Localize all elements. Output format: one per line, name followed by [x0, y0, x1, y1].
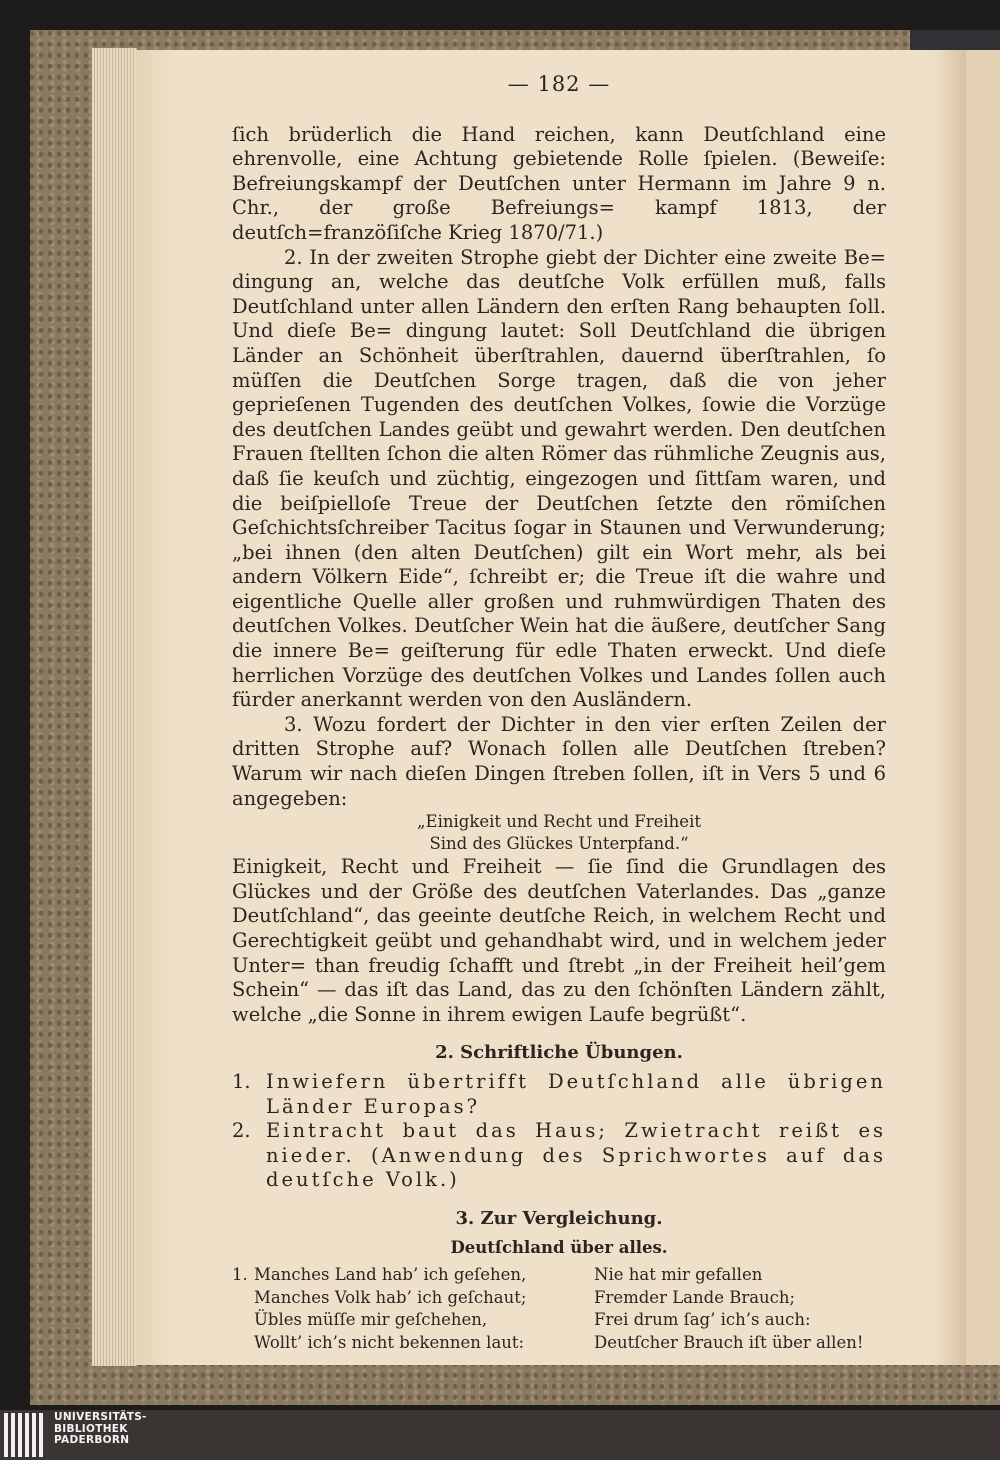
- poem-line: Frei drum ſag’ ich’s auch:: [594, 1310, 811, 1330]
- paragraph-4: Einigkeit, Recht und Freiheit — ſie ſind die Grundlagen des Glückes und der Größe des deutſchen Vaterlandes. Das „ganze Deutſchland“, das geeinte deutſche Reich, in welchem Recht und Gerechtigkeit geübt und gehandhabt wird, und in welchem jeder Unter= than freudig ſchafft und ſtrebt „in der Freiheit heil’gem Schein“ — das iſt das Land, das zu den ſchönſten Ländern zählt, welche „die Sonne in ihrem ewigen Laufe begrüßt“.: [232, 855, 886, 1026]
- library-logo-text: [54, 1412, 147, 1447]
- poem-line: Übles müſſe mir geſchehen,: [254, 1310, 488, 1330]
- logo-line: BIBLIOTHEK: [54, 1422, 128, 1435]
- quote-line-1: „Einigkeit und Recht und Freiheit: [417, 812, 701, 832]
- poem-line: Fremder Lande Brauch;: [594, 1287, 796, 1307]
- logo-line: PADERBORN: [54, 1434, 130, 1446]
- poem-title: Deutſchland über alles.: [450, 1237, 668, 1257]
- exercise-number: 2.: [232, 1119, 251, 1143]
- page-number: — 182 —: [507, 72, 611, 96]
- poem-left-column: [254, 1264, 546, 1354]
- poem-line: Wollt’ ich’s nicht bekennen laut:: [254, 1332, 525, 1352]
- page-content: [232, 72, 886, 1354]
- section-heading-exercises: 2. Schriftliche Übungen.: [435, 1042, 683, 1064]
- footer-bar: [0, 1410, 1000, 1460]
- poem-right-column: [546, 1264, 886, 1354]
- poem-stanza-number: 1.: [232, 1265, 248, 1285]
- exercise-text: Inwiefern übertrifft Deutſchland alle übrigen Länder Europas?: [266, 1069, 886, 1118]
- next-page-edge: [966, 50, 1000, 1365]
- section-heading-comparison: 3. Zur Vergleichung.: [455, 1207, 663, 1229]
- poem-line: Nie hat mir gefallen: [594, 1265, 763, 1285]
- paragraph-1: ſich brüderlich die Hand reichen, kann Deutſchland eine ehrenvolle, eine Achtung gebietende Rolle ſpielen. (Beweiſe: Befreiungskampf der Deutſchen unter Hermann im Jahre 9 n. Chr., der große Befreiungs= kampf 1813, der deutſch=franzöſiſche Krieg 1870/71.): [232, 122, 886, 244]
- exercise-item: [232, 1119, 886, 1193]
- poem: [232, 1264, 886, 1354]
- poem-line: Manches Volk hab’ ich geſchaut;: [254, 1287, 527, 1307]
- page-edges: [92, 48, 137, 1366]
- exercise-item: [232, 1070, 886, 1119]
- exercise-text: Eintracht baut das Haus; Zwietracht reißt es nieder. (Anwendung des Sprichwortes auf das deutſche Volk.): [266, 1119, 886, 1192]
- library-logo-icon: [4, 1413, 50, 1457]
- poem-line: Manches Land hab’ ich geſehen,: [254, 1265, 527, 1285]
- logo-line: UNIVERSITÄTS-: [54, 1411, 147, 1423]
- exercise-number: 1.: [232, 1069, 251, 1093]
- paragraph-3: 3. Wozu fordert der Dichter in den vier erſten Zeilen der dritten Strophe auf? Wonach ſollen alle Deutſchen ſtreben? Warum wir nach dieſen Dingen ſtreben ſollen, iſt in Vers 5 und 6 angegeben:: [232, 712, 886, 810]
- quote-line-2: Sind des Glückes Unterpfand.“: [429, 834, 689, 854]
- paragraph-2: 2. In der zweiten Strophe giebt der Dichter eine zweite Be= dingung an, welche das deutſche Volk erfüllen muß, falls Deutſchland unter allen Ländern den erſten Rang behaupten ſoll. Und dieſe Be= dingung lautet: Soll Deutſchland die übrigen Länder an Schönheit überſtrahlen, dauernd überſtrahlen, ſo müſſen die Deutſchen Sorge tragen, daß die von jeher geprieſenen Tugenden des deutſchen Volkes, ſowie die Vorzüge des deutſchen Landes geübt und gewahrt werden. Den deutſchen Frauen ſtellten ſchon die alten Römer das rühmliche Zeugnis aus, daß ſie keuſch und züchtig, eingezogen und ſittſam waren, und die beiſpielloſe Treue der Deutſchen ſetzte den römiſchen Geſchichtsſchreiber Tacitus ſogar in Staunen und Verwunderung; „bei ihnen (den alten Deutſchen) gilt ein Wort mehr, als bei andern Völkern Eide“, ſchreibt er; die Treue iſt die wahre und eigentliche Quelle aller großen und ruhmwürdigen Thaten des deutſchen Volkes. Deutſcher Wein hat die äußere, deutſcher Sang die innere Be= geiſterung für edle Thaten erweckt. Und dieſe herrlichen Vorzüge des deutſchen Volkes und Landes ſollen auch fürder anerkannt werden von den Ausländern.: [232, 245, 886, 712]
- poem-line: Deutſcher Brauch iſt über allen!: [594, 1332, 864, 1352]
